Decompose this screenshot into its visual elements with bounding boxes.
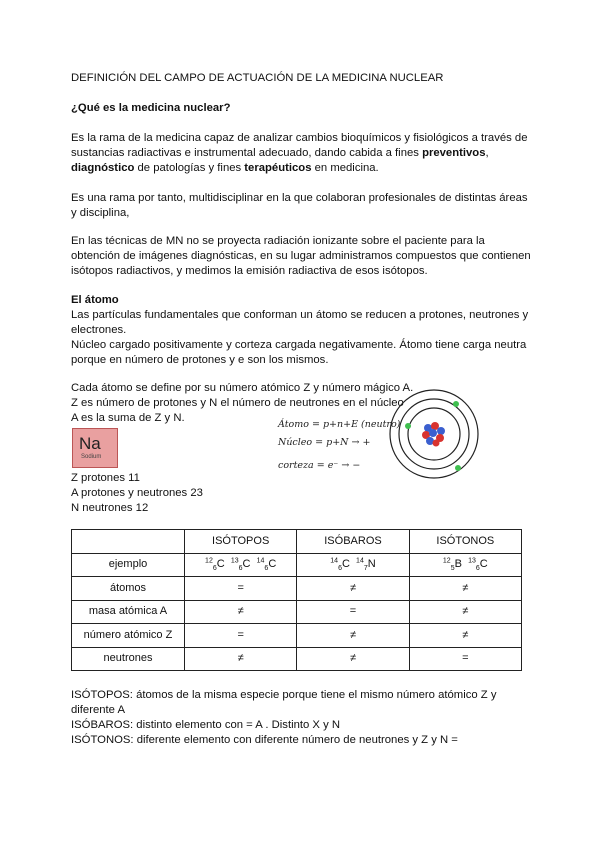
handwritten-nucleus-note: Núcleo = p+N → + (278, 437, 371, 448)
handwritten-cortex-note: corteza = e⁻ → − (278, 460, 361, 471)
atom-particles-text: Las partículas fundamentales que conforman un átomo se reducen a protones, neutrones y electrones. (71, 309, 529, 336)
table-cell: ≠ (185, 600, 297, 624)
comparison-table (71, 529, 522, 671)
electron (453, 401, 459, 407)
definition-isotopos: ISÓTOPOS: átomos de la misma especie porque tiene el mismo número atómico Z y diferente A (71, 689, 497, 716)
table-cell: ≠ (409, 624, 521, 648)
table-cell: ≠ (297, 647, 409, 671)
table-header-cell: ISÓTONOS (409, 530, 521, 554)
row-label: número atómico Z (72, 624, 185, 648)
element-name: Sodium (81, 454, 102, 460)
row-label: átomos (72, 577, 185, 601)
isobar-examples (297, 553, 409, 577)
sodium-a-value: A protones y neutrones 23 (71, 487, 203, 499)
nuclide: $^{12}_6$C (205, 557, 225, 573)
handwritten-atom-note: Átomo = p+n+E (neutro) (278, 419, 401, 430)
nuclide: $^{14}_6$C (256, 557, 277, 573)
nuclide: $^{14}_7$N (356, 557, 376, 573)
row-label: masa atómica A (72, 600, 185, 624)
text: de patologías y fines (134, 162, 245, 174)
table-cell: ≠ (409, 577, 521, 601)
table-cell: = (409, 647, 521, 671)
atom-charge-text: Núcleo cargado positivamente y corteza cargada negativamente. Átomo tiene carga neutra porque en número de protones y e son los mismos. (71, 339, 527, 366)
element-symbol: Na (79, 434, 101, 453)
page-title: DEFINICIÓN DEL CAMPO DE ACTUACIÓN DE LA MEDICINA NUCLEAR (71, 72, 444, 84)
table-row (72, 647, 522, 671)
atom-diagram (388, 388, 480, 480)
table-row (72, 600, 522, 624)
sodium-element-card (72, 428, 118, 468)
text: en medicina. (311, 162, 379, 174)
table-cell: ≠ (185, 647, 297, 671)
bold-preventivos: preventivos (422, 147, 486, 159)
bold-diagnostico: diagnóstico (71, 162, 135, 174)
atom-definition-line2: Z es número de protones y N el número de neutrones en el núcleo (71, 397, 404, 409)
paragraph-definition (71, 131, 533, 176)
table-cell: = (185, 624, 297, 648)
row-label: ejemplo (72, 553, 185, 577)
sodium-n-value: N neutrones 12 (71, 502, 149, 514)
bold-terapeuticos: terapéuticos (244, 162, 312, 174)
atom-definition-line1: Cada átomo se define por su número atómico Z y número mágico A. (71, 382, 414, 394)
nucleus (422, 422, 445, 447)
question-heading: ¿Qué es la medicina nuclear? (71, 102, 231, 114)
table-header-cell (72, 530, 185, 554)
row-label: neutrones (72, 647, 185, 671)
table-row (72, 624, 522, 648)
table-cell: ≠ (409, 600, 521, 624)
table-header-cell: ISÓBAROS (297, 530, 409, 554)
nuclide: $^{13}_6$C (230, 557, 251, 573)
definition-isotonos: ISÓTONOS: diferente elemento con diferente número de neutrones y Z y N = (71, 734, 458, 746)
atom-heading: El átomo (71, 294, 119, 306)
nuclide: $^{12}_5$B (442, 557, 462, 573)
isotone-examples (409, 553, 521, 577)
table-cell: = (297, 600, 409, 624)
sodium-z-value: Z protones 11 (71, 472, 140, 484)
paragraph-tecnicas: En las técnicas de MN no se proyecta radiación ionizante sobre el paciente para la obtención de imágenes diagnósticas, en su lugar administramos compuestos que contienen isótopos radiactivos, y medimos la emisión radiactiva de esos isótopos. (71, 235, 531, 277)
table-header-cell: ISÓTOPOS (185, 530, 297, 554)
table-row (72, 577, 522, 601)
text: Es la rama de la medicina capaz de analizar cambios bioquímicos y fisiológicos a través de sustancias radiactivas e instrumental adecuado, dando cabida a fines (71, 132, 528, 159)
table-header-row (72, 530, 522, 554)
nuclide: $^{14}_6$C (330, 557, 350, 573)
text: , (485, 147, 489, 159)
table-cell: ≠ (297, 624, 409, 648)
electron (405, 423, 411, 429)
nuclide: $^{13}_6$C (468, 557, 488, 573)
paragraph-multidisciplinar: Es una rama por tanto, multidisciplinar en la que colaboran profesionales de distintas áreas y disciplina, (71, 192, 528, 219)
table-cell: ≠ (297, 577, 409, 601)
atom-definition-line3: A es la suma de Z y N. (71, 412, 185, 424)
table-cell: = (185, 577, 297, 601)
table-row-example (72, 553, 522, 577)
definition-isobaros: ISÓBAROS: distinto elemento con = A . Distinto X y N (71, 719, 341, 731)
isotope-examples (185, 553, 297, 577)
